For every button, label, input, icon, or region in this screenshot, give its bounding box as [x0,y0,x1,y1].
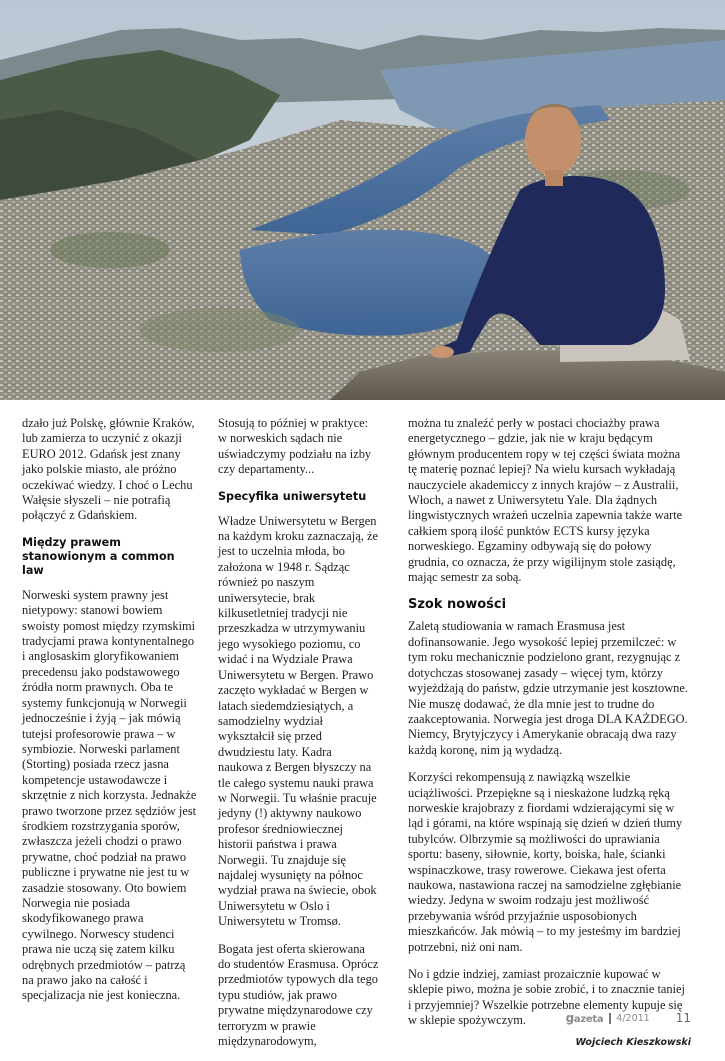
header-photo [0,0,725,400]
column3-paragraph-1: można tu znaleźć perły w postaci chociażby prawa energetycznego – gdzie, jak nie w kraju będącym głównym producentem ropy w tej części świata można tę materię poznać lepiej? Na wielu kursach wykładają nauczyciele akademiccy z innych krajów – z Australii, Włoch, a nawet z Uniwersytetu Yale. Dla żądnych lingwistycznych wrażeń uczelnia zapewnia także warte całkiem sporą ilość punktów ECTS kursy języka norweskiego. Egzaminy odbywają się do połowy grudnia, co oznacza, że przy wigilijnym stole zasiądę, mając semestr za sobą. [408,416,683,585]
column3-paragraph-4: No i gdzie indziej, zamiast prozaicznie kupować w sklepie piwo, można je sobie zrobić, i to znacznie taniej i przyjemniej? Wszelkie potrzebne elementy kupuje się w sklepie spożywczym. [408,967,685,1028]
article-column-1 [22,416,199,1016]
page-number: 11 [675,1011,691,1025]
column3-paragraph-3: Korzyści rekompensują z nawiązką wszelkie uciążliwości. Przepiękne są i nieskażone ludzką ręką norweskie krajobrazy z fiordami wdzierającymi się w ląd i górami, na które wspinają się dzień w dzień tłumy tubylców. Olbrzymie są możliwości do uprawiania sportu: baseny, siłownie, korty, boiska, hale, ścianki wspinaczkowe, trasy rowerowe. Ciekawa jest oferta naukowa, nastawiona raczej na samodzielne zgłębianie wiedzy. Jedyna w swoim rodzaju jest możliwość przebywania wśród przyjaźnie usposobionych mieszkańców. Jak mówią – to my jesteśmy im bardziej potrzebni, niż oni nam. [408,770,683,954]
magazine-logo: gazeta [565,1011,604,1025]
author-signature: Wojciech Kieszkowski [575,1036,691,1048]
issue-number: 4/2011 [609,1013,649,1024]
article-column-2 [218,416,379,1061]
page-footer [566,1010,691,1026]
column1-paragraph-2: Norweski system prawny jest nietypowy: stanowi bowiem swoisty pomost między rzymskimi tradycjami prawa kontynentalnego i anglosaskim gloryfikowaniem precedensu jako podstawowego źródła norm prawnych. Oba te systemy funkcjonują w Norwegii jednocześnie i żyją – jak mówią tutejsi profesorowie prawa – w symbiozie. Norweski parlament (Storting) posiada rzecz jasna kompetencje ustawodawcze i skrzętnie z nich korzysta. Jednakże prawo tworzone przez sędziów jest środkiem rozstrzygania sporów, zwłaszcza jeżeli chodzi o prawo prywatne, choć podział na prawo publiczne i prywatne nie jest tu w zasadzie stosowany. Oto bowiem Norwegia nie posiada skodyfikowanego prawa cywilnego. Norwescy studenci prawa nie uczą się zatem kilku odrębnych przedmiotów – patrzą na prawo jako na całość i specjalizacja nie jest konieczna. [22,587,197,1003]
column2-subheading: Specyfika uniwersytetu [218,489,367,503]
column3-section-heading: Szok nowości [408,597,507,613]
column1-paragraph-1: dzało już Polskę, głównie Kraków, lub zamierza to uczynić z okazji EURO 2012. Gdańsk jest znany jako polskie miasto, ale próżno oczekiwać wiedzy. I choć o Lechu Wałęsie słyszeli – nie potrafią połączyć z Gdańskiem. [22,416,195,523]
column2-paragraph-2: Władze Uniwersytetu w Bergen na każdym kroku zaznaczają, że jest to uczelnia młoda, bo założona w 1948 r. Sądząc również po naszym uniwersytecie, brak kilkusetletniej tradycji nie przeszkadza w utrzymywaniu jego wysokiego poziomu, co widać i na Wydziale Prawa Uniwersytetu w Bergen. Prawo zaczęto wykładać w Bergen w latach siedemdziesiątych, a samodzielny wydział wykształcił się przed dwudziestu laty. Kadra naukowa z Bergen błyszczy na tle całego systemu nauki prawa w Norwegii. Tu właśnie pracuje jedyny (!) aktywny naukowo profesor średniowiecznej historii państwa i prawa Norwegii. Tu znajduje się najdalej wysunięty na północ wydział prawa na świecie, obok Uniwersytetu w Oslo i Uniwersytetu w Tromsø. [218,513,378,929]
bergen-panorama-image [0,0,725,400]
column3-paragraph-2: Zaletą studiowania w ramach Erasmusa jest dofinansowanie. Jego wysokość lepiej przemilczeć: w tym roku mechanicznie podzielono grant, rezygnując z dotychczas stosowanej zasady – więcej tym, którzy wyjeżdżają do państw, gdzie utrzymanie jest kosztowne. Nie muszę dodawać, że dla mnie jest to trudne do zaakceptowania. Norwegia jest droga DLA KAŻDEGO. Niemcy, Brytyjczycy i Amerykanie obracają dwa razy każdą koronę, nim ją wydadzą. [408,619,688,757]
article-column-3 [408,416,691,1050]
column1-subheading: Między prawem stanowionym a common law [22,535,175,577]
column2-paragraph-3: Bogata jest oferta skierowana do studentów Erasmusa. Oprócz przedmiotów typowych dla tego typu studiów, jak prawo prywatne międzynarodowe czy terroryzm w prawie międzynarodowym, [218,941,379,1049]
column2-paragraph-1: Stosują to później w praktyce: w norweskich sądach nie uświadczymy podziału na izby czy departamenty... [218,416,372,477]
